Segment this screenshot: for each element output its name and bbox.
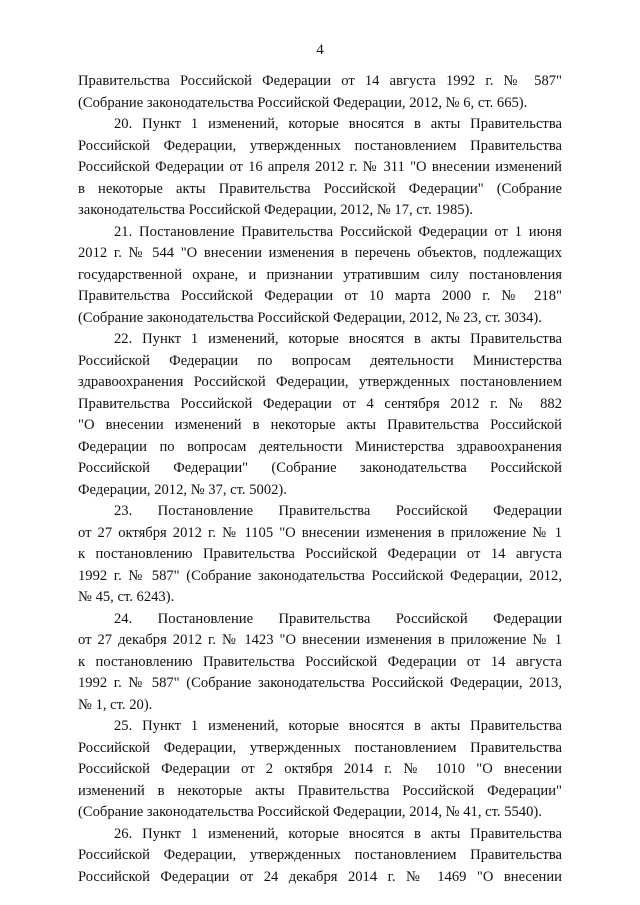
- text-line: № 45, ст. 6243).: [78, 589, 175, 605]
- text-line: 2012 г. № 544 "О внесении изменения в перечень объектов, подлежащих: [78, 245, 562, 261]
- paragraph-first-line: 25. Пункт 1 изменений, которые вносятся в акты Правительства: [114, 718, 562, 734]
- text-line: (Собрание законодательства Российской Федерации, 2012, № 23, ст. 3034).: [78, 309, 542, 326]
- text-line: здравоохранения Российской Федерации, утвержденных постановлением: [78, 374, 562, 390]
- page-number: 4: [316, 42, 324, 58]
- paragraph-first-line: 23. Постановление Правительства Российской Федерации: [114, 503, 562, 519]
- text-line: Правительства Российской Федерации от 14 августа 1992 г. № 587": [78, 73, 562, 89]
- text-line: к постановлению Правительства Российской Федерации от 14 августа: [78, 653, 562, 670]
- text-line: Российской Федерации от 16 апреля 2012 г. № 311 "О внесении изменений: [78, 159, 562, 175]
- text-line: законодательства Российской Федерации, 2012, № 17, ст. 1985).: [78, 202, 474, 218]
- text-line: Российской Федерации, утвержденных постановлением Правительства: [78, 847, 562, 863]
- text-line: государственной охране, и признании утратившим силу постановления: [78, 266, 562, 283]
- text-line: к постановлению Правительства Российской Федерации от 14 августа: [78, 546, 562, 562]
- paragraph-first-line: 24. Постановление Правительства Российской Федерации: [114, 610, 562, 627]
- text-line: (Собрание законодательства Российской Федерации, 2012, № 6, ст. 665).: [78, 94, 528, 111]
- text-line: Российской Федерации" (Собрание законодательства Российской: [78, 460, 562, 476]
- text-line: Российской Федерации от 2 октября 2014 г. № 1010 "О внесении: [78, 761, 562, 777]
- text-line: Федерации по вопросам деятельности Министерства здравоохранения: [78, 438, 562, 455]
- text-line: 1992 г. № 587" (Собрание законодательства Российской Федерации, 2012,: [78, 567, 562, 584]
- text-line: в некоторые акты Правительства Российской Федерации" (Собрание: [78, 180, 562, 197]
- paragraph-first-line: 26. Пункт 1 изменений, которые вносятся в акты Правительства: [114, 825, 562, 842]
- text-line: Российской Федерации, утвержденных постановлением Правительства: [78, 137, 562, 154]
- text-line: Правительства Российской Федерации от 4 сентября 2012 г. № 882: [78, 395, 562, 412]
- text-line: Российской Федерации по вопросам деятельности Министерства: [78, 352, 562, 369]
- paragraph-first-line: 20. Пункт 1 изменений, которые вносятся в акты Правительства: [114, 116, 562, 132]
- text-line: Правительства Российской Федерации от 10 марта 2000 г. № 218": [78, 288, 562, 304]
- text-line: (Собрание законодательства Российской Федерации, 2014, № 41, ст. 5540).: [78, 804, 542, 820]
- text-line: от 27 декабря 2012 г. № 1423 "О внесении изменения в приложение № 1: [78, 632, 562, 648]
- text-line: 1992 г. № 587" (Собрание законодательства Российской Федерации, 2013,: [78, 675, 562, 691]
- text-line: Федерации, 2012, № 37, ст. 5002).: [78, 481, 287, 498]
- text-line: "О внесении изменений в некоторые акты Правительства Российской: [78, 417, 562, 433]
- text-line: № 1, ст. 20).: [78, 696, 153, 713]
- paragraph-first-line: 22. Пункт 1 изменений, которые вносятся в акты Правительства: [114, 331, 562, 347]
- paragraph-first-line: 21. Постановление Правительства Российской Федерации от 1 июня: [114, 223, 562, 240]
- text-line: Российской Федерации, утвержденных постановлением Правительства: [78, 739, 562, 756]
- document-body: [78, 71, 562, 888]
- text-line: изменений в некоторые акты Правительства Российской Федерации": [78, 782, 562, 799]
- text-line: от 27 октября 2012 г. № 1105 "О внесении изменения в приложение № 1: [78, 524, 562, 541]
- text-line: Российской Федерации от 24 декабря 2014 г. № 1469 "О внесении: [78, 868, 562, 885]
